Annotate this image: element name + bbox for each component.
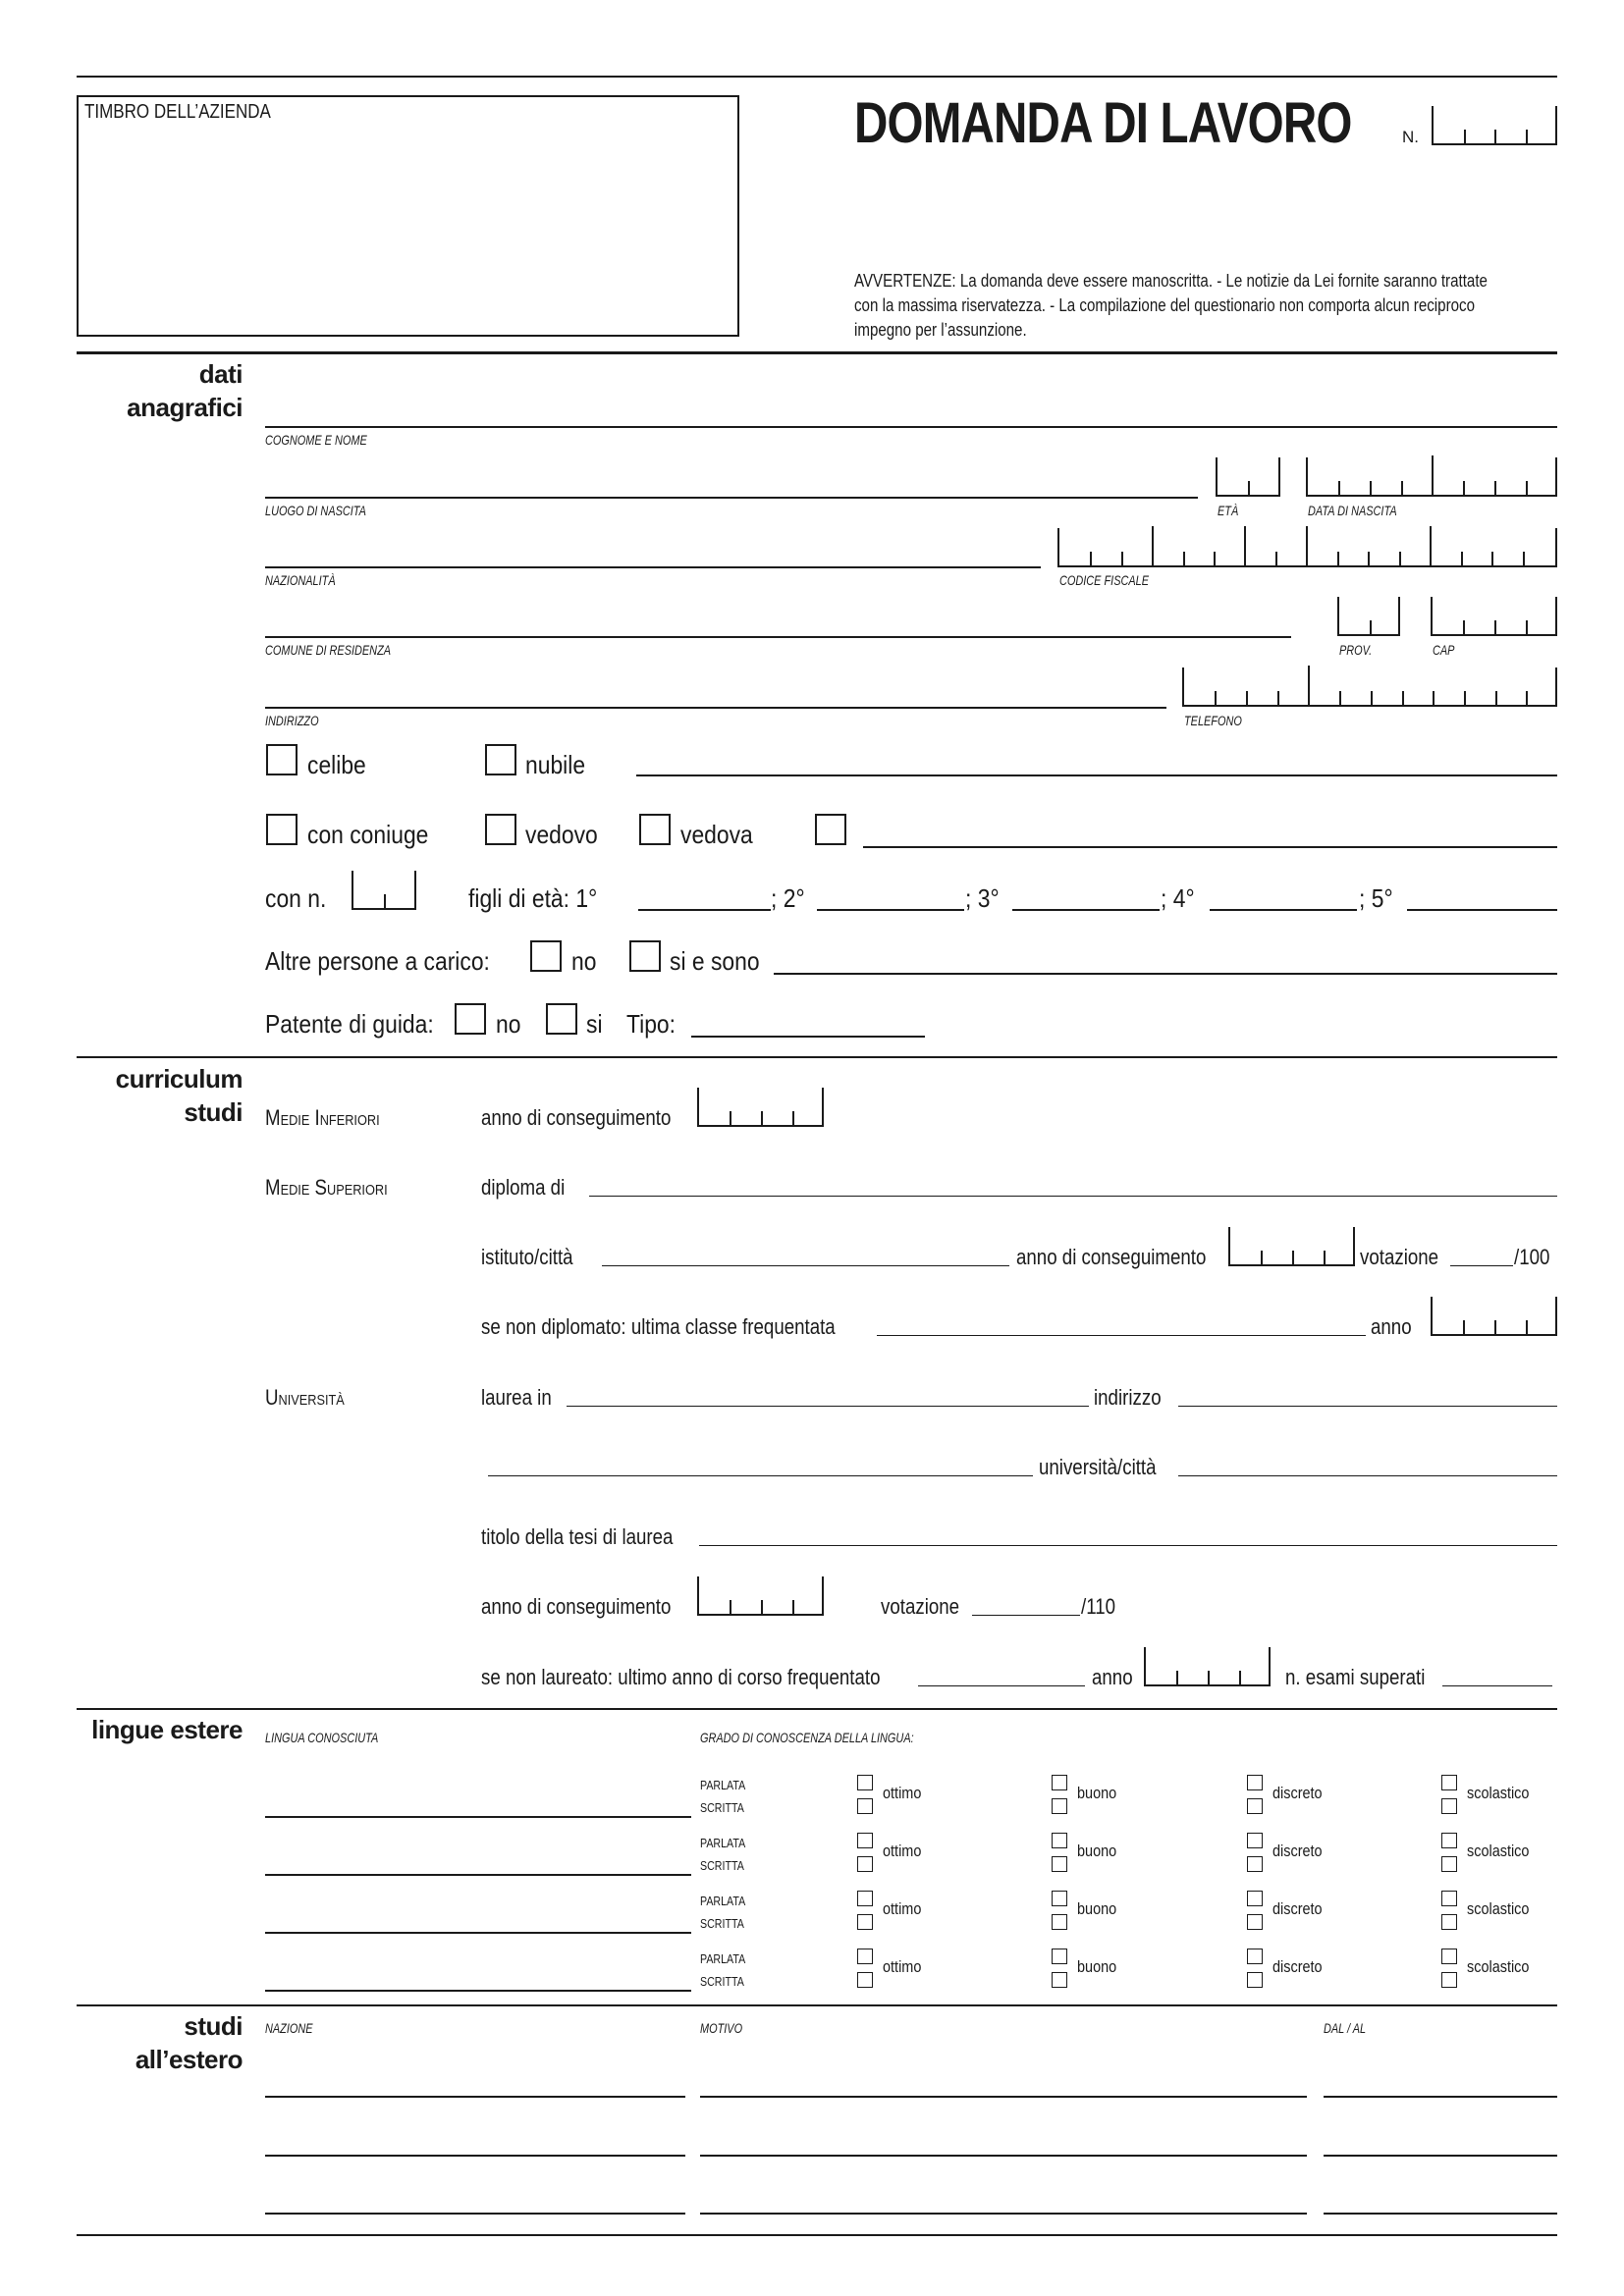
anno-inf-field[interactable] xyxy=(697,1088,824,1127)
top-rule xyxy=(77,76,1557,78)
level-label: discreto xyxy=(1272,1784,1323,1802)
lingua-field[interactable] xyxy=(265,1932,691,1934)
telefono-label: TELEFONO xyxy=(1184,713,1242,728)
con-coniuge-label: con coniuge xyxy=(307,820,429,849)
luogo-nascita-field[interactable] xyxy=(265,497,1198,499)
patente-no-checkbox[interactable] xyxy=(455,1003,486,1035)
prov-label: PROV. xyxy=(1339,642,1373,658)
warning-text xyxy=(854,269,1488,343)
section-line1: curriculum xyxy=(115,1064,243,1094)
altre-persone-no-label: no xyxy=(571,946,597,976)
section-title-anagrafica xyxy=(127,357,243,424)
votazione-sup-label: votazione xyxy=(1360,1245,1439,1269)
votazione-sup-field[interactable] xyxy=(1450,1265,1513,1266)
anno-sup-field[interactable] xyxy=(1228,1227,1355,1266)
section-title-lingue: lingue estere xyxy=(91,1715,243,1744)
scritta-level-checkbox[interactable] xyxy=(857,1914,873,1930)
altre-persone-label: Altre persone a carico: xyxy=(265,946,490,976)
level-label: discreto xyxy=(1272,1957,1323,1976)
warning-line2: con la massima riservatezza. - La compilazione del questionario non comporta alcun reciproco xyxy=(854,295,1475,315)
su-110-label: /110 xyxy=(1081,1594,1116,1619)
parlata-level-checkbox[interactable] xyxy=(1441,1775,1457,1790)
codice-fiscale-label: CODICE FISCALE xyxy=(1059,572,1150,588)
parlata-level-checkbox[interactable] xyxy=(857,1833,873,1848)
esami-superati-label: n. esami superati xyxy=(1285,1665,1426,1689)
motivo-field-2[interactable] xyxy=(700,2155,1307,2157)
section-title-curriculum xyxy=(116,1062,243,1129)
dal-al-field-3[interactable] xyxy=(1324,2213,1557,2215)
scritta-level-checkbox[interactable] xyxy=(1247,1914,1263,1930)
patente-si-label: si xyxy=(586,1009,603,1039)
anno-non-dipl-field[interactable] xyxy=(1431,1297,1557,1336)
scritta-level-checkbox[interactable] xyxy=(1441,1914,1457,1930)
vedova-label: vedova xyxy=(680,820,753,849)
parlata-level-checkbox[interactable] xyxy=(1441,1891,1457,1906)
scritta-label: SCRITTA xyxy=(700,1800,744,1815)
data-nascita-label: DATA DI NASCITA xyxy=(1308,503,1397,518)
istituto-field[interactable] xyxy=(602,1265,1009,1266)
level-label: ottimo xyxy=(883,1899,922,1918)
prov-field[interactable] xyxy=(1337,597,1400,636)
comune-residenza-field[interactable] xyxy=(265,636,1291,638)
ultima-classe-field[interactable] xyxy=(877,1335,1366,1336)
parlata-label: PARLATA xyxy=(700,1894,746,1908)
level-label: buono xyxy=(1077,1899,1117,1918)
figli-eta-label: figli di età: 1° xyxy=(468,883,598,913)
laurea-field[interactable] xyxy=(567,1406,1089,1407)
parlata-level-checkbox[interactable] xyxy=(1441,1949,1457,1964)
level-label: scolastico xyxy=(1467,1784,1530,1802)
non-diplomato-label: se non diplomato: ultima classe frequentata xyxy=(481,1314,836,1339)
scritta-level-checkbox[interactable] xyxy=(857,1972,873,1988)
lingua-conosciuta-label: LINGUA CONOSCIUTA xyxy=(265,1730,379,1745)
lingua-field[interactable] xyxy=(265,1990,691,1992)
level-label: ottimo xyxy=(883,1784,922,1802)
section-line2: all’estero xyxy=(135,2045,243,2074)
figlio-2-eta-field[interactable] xyxy=(817,909,964,911)
company-stamp-box[interactable] xyxy=(77,95,739,337)
level-label: scolastico xyxy=(1467,1842,1530,1860)
section-rule-anagrafica xyxy=(77,351,1557,354)
anno-non-laur-label: anno xyxy=(1092,1665,1133,1689)
laurea-cont-field[interactable] xyxy=(488,1475,1033,1476)
figli-4-label: ; 4° xyxy=(1161,883,1195,913)
section-line2: studi xyxy=(184,1097,243,1127)
parlata-label: PARLATA xyxy=(700,1951,746,1966)
istituto-citta-label: istituto/città xyxy=(481,1245,573,1269)
eta-field[interactable] xyxy=(1216,457,1280,497)
figli-3-label: ; 3° xyxy=(965,883,1000,913)
ultimo-anno-field[interactable] xyxy=(918,1685,1085,1686)
anno-conseguimento-sup-label: anno di conseguimento xyxy=(1016,1245,1207,1269)
cognome-nome-field[interactable] xyxy=(265,426,1557,428)
section-rule-estero xyxy=(77,2004,1557,2006)
figlio-1-eta-field[interactable] xyxy=(638,909,771,911)
indirizzo-laurea-label: indirizzo xyxy=(1094,1385,1162,1410)
scritta-label: SCRITTA xyxy=(700,1916,744,1931)
anno-conseguimento-uni-label: anno di conseguimento xyxy=(481,1594,672,1619)
scritta-level-checkbox[interactable] xyxy=(857,1856,873,1872)
anno-conseguimento-inf-label: anno di conseguimento xyxy=(481,1105,672,1130)
scritta-label: SCRITTA xyxy=(700,1858,744,1873)
figlio-3-eta-field[interactable] xyxy=(1012,909,1160,911)
votazione-uni-field[interactable] xyxy=(972,1615,1080,1616)
lingua-field[interactable] xyxy=(265,1816,691,1818)
indirizzo-label: INDIRIZZO xyxy=(265,713,319,728)
laurea-in-label: laurea in xyxy=(481,1385,552,1410)
nubile-checkbox[interactable] xyxy=(485,744,516,775)
parlata-level-checkbox[interactable] xyxy=(1247,1775,1263,1790)
grado-conoscenza-label: GRADO DI CONOSCENZA DELLA LINGUA: xyxy=(700,1730,914,1745)
con-coniuge-checkbox[interactable] xyxy=(266,814,298,845)
data-nascita-field[interactable] xyxy=(1306,457,1557,497)
diploma-di-label: diploma di xyxy=(481,1175,566,1200)
figlio-4-eta-field[interactable] xyxy=(1210,909,1357,911)
tipo-label: Tipo: xyxy=(626,1009,677,1039)
indirizzo-field[interactable] xyxy=(265,707,1166,709)
parlata-level-checkbox[interactable] xyxy=(857,1775,873,1790)
level-label: scolastico xyxy=(1467,1957,1530,1976)
votazione-uni-label: votazione xyxy=(881,1594,960,1619)
warning-label: AVVERTENZE: xyxy=(854,271,956,291)
nazione-field-3[interactable] xyxy=(265,2213,685,2215)
codice-fiscale-field[interactable] xyxy=(1057,528,1557,567)
comune-residenza-label: COMUNE DI RESIDENZA xyxy=(265,642,392,658)
scritta-level-checkbox[interactable] xyxy=(1441,1856,1457,1872)
altro-checkbox[interactable] xyxy=(815,814,846,845)
nubile-label: nubile xyxy=(525,750,586,779)
level-label: discreto xyxy=(1272,1899,1323,1918)
parlata-level-checkbox[interactable] xyxy=(1247,1833,1263,1848)
figli-2-label: ; 2° xyxy=(771,883,805,913)
parlata-level-checkbox[interactable] xyxy=(1052,1833,1067,1848)
anno-non-dipl-label: anno xyxy=(1371,1314,1412,1339)
vedovo-checkbox[interactable] xyxy=(485,814,516,845)
anno-non-laur-field[interactable] xyxy=(1144,1647,1271,1686)
vedovo-label: vedovo xyxy=(525,820,598,849)
nazione-label: NAZIONE xyxy=(265,2020,313,2036)
section-line1: dati xyxy=(198,359,243,389)
motivo-label: MOTIVO xyxy=(700,2020,743,2036)
patente-no-label: no xyxy=(496,1009,521,1039)
dal-al-label: DAL / AL xyxy=(1324,2020,1367,2036)
patente-si-checkbox[interactable] xyxy=(546,1003,577,1035)
celibe-checkbox[interactable] xyxy=(266,744,298,775)
dal-al-field-2[interactable] xyxy=(1324,2155,1557,2157)
scritta-level-checkbox[interactable] xyxy=(857,1798,873,1814)
patente-label: Patente di guida: xyxy=(265,1009,434,1039)
indirizzo-laurea-field[interactable] xyxy=(1178,1406,1557,1407)
nazione-field-2[interactable] xyxy=(265,2155,685,2157)
number-label: N. xyxy=(1402,128,1419,146)
num-figli-field[interactable] xyxy=(352,871,416,910)
parlata-level-checkbox[interactable] xyxy=(857,1891,873,1906)
celibe-label: celibe xyxy=(307,750,366,779)
esami-superati-field[interactable] xyxy=(1442,1685,1552,1686)
level-label: buono xyxy=(1077,1957,1117,1976)
titolo-tesi-field[interactable] xyxy=(699,1545,1557,1546)
level-label: ottimo xyxy=(883,1957,922,1976)
scritta-level-checkbox[interactable] xyxy=(1052,1972,1067,1988)
section-title-estero xyxy=(135,2009,243,2076)
section-rule-curriculum xyxy=(77,1056,1557,1058)
con-n-label: con n. xyxy=(265,883,327,913)
altre-persone-no-checkbox[interactable] xyxy=(530,940,562,972)
level-label: scolastico xyxy=(1467,1899,1530,1918)
motivo-field-3[interactable] xyxy=(700,2213,1307,2215)
nazionalita-label: NAZIONALITÀ xyxy=(265,572,336,588)
su-100-label: /100 xyxy=(1514,1245,1550,1269)
parlata-level-checkbox[interactable] xyxy=(1052,1949,1067,1964)
altre-persone-si-checkbox[interactable] xyxy=(629,940,661,972)
tipo-patente-field[interactable] xyxy=(691,1036,925,1038)
scritta-level-checkbox[interactable] xyxy=(1441,1972,1457,1988)
warning-line3: impegno per l’assunzione. xyxy=(854,320,1027,340)
parlata-level-checkbox[interactable] xyxy=(857,1949,873,1964)
stamp-label: TIMBRO DELL’AZIENDA xyxy=(84,101,271,123)
warning-line1: La domanda deve essere manoscritta. - Le notizie da Lei fornite saranno trattate xyxy=(959,271,1488,291)
section-line2: anagrafici xyxy=(127,393,243,422)
universita-citta-field[interactable] xyxy=(1178,1475,1557,1476)
figli-5-label: ; 5° xyxy=(1359,883,1393,913)
nazione-field-1[interactable] xyxy=(265,2096,685,2098)
stato-civile-altro2-field[interactable] xyxy=(863,846,1557,848)
titolo-tesi-label: titolo della tesi di laurea xyxy=(481,1524,674,1549)
parlata-label: PARLATA xyxy=(700,1836,746,1850)
scritta-level-checkbox[interactable] xyxy=(1247,1798,1263,1814)
motivo-field-1[interactable] xyxy=(700,2096,1307,2098)
parlata-level-checkbox[interactable] xyxy=(1052,1891,1067,1906)
telefono-field[interactable] xyxy=(1182,667,1557,707)
universita-citta-label: università/città xyxy=(1039,1455,1157,1479)
number-field[interactable] xyxy=(1432,106,1557,145)
altre-persone-field[interactable] xyxy=(774,973,1557,975)
page-title: DOMANDA DI LAVORO xyxy=(854,91,1352,155)
lingua-field[interactable] xyxy=(265,1874,691,1876)
figlio-5-eta-field[interactable] xyxy=(1407,909,1557,911)
stato-civile-altro-field[interactable] xyxy=(636,774,1557,776)
luogo-nascita-label: LUOGO DI NASCITA xyxy=(265,503,366,518)
parlata-level-checkbox[interactable] xyxy=(1052,1775,1067,1790)
cap-label: CAP xyxy=(1433,642,1455,658)
parlata-label: PARLATA xyxy=(700,1778,746,1792)
section-line1: studi xyxy=(184,2011,243,2041)
nazionalita-field[interactable] xyxy=(265,566,1041,568)
anno-uni-field[interactable] xyxy=(697,1576,824,1616)
scritta-level-checkbox[interactable] xyxy=(1052,1856,1067,1872)
level-label: buono xyxy=(1077,1784,1117,1802)
medie-superiori-label: Medie Superiori xyxy=(265,1175,388,1200)
parlata-level-checkbox[interactable] xyxy=(1247,1949,1263,1964)
dal-al-field-1[interactable] xyxy=(1324,2096,1557,2098)
cognome-nome-label: COGNOME E NOME xyxy=(265,432,367,448)
vedova-checkbox[interactable] xyxy=(639,814,671,845)
level-label: discreto xyxy=(1272,1842,1323,1860)
eta-label: ETÀ xyxy=(1218,503,1239,518)
section-rule-lingue xyxy=(77,1708,1557,1710)
parlata-level-checkbox[interactable] xyxy=(1441,1833,1457,1848)
scritta-level-checkbox[interactable] xyxy=(1052,1798,1067,1814)
scritta-level-checkbox[interactable] xyxy=(1441,1798,1457,1814)
bottom-rule xyxy=(77,2234,1557,2236)
universita-label: Università xyxy=(265,1385,345,1410)
scritta-level-checkbox[interactable] xyxy=(1247,1856,1263,1872)
scritta-level-checkbox[interactable] xyxy=(1247,1972,1263,1988)
medie-inferiori-label: Medie Inferiori xyxy=(265,1105,380,1130)
level-label: ottimo xyxy=(883,1842,922,1860)
parlata-level-checkbox[interactable] xyxy=(1247,1891,1263,1906)
non-laureato-label: se non laureato: ultimo anno di corso frequentato xyxy=(481,1665,881,1689)
scritta-label: SCRITTA xyxy=(700,1974,744,1989)
scritta-level-checkbox[interactable] xyxy=(1052,1914,1067,1930)
si-e-sono-label: si e sono xyxy=(670,946,760,976)
cap-field[interactable] xyxy=(1431,597,1557,636)
level-label: buono xyxy=(1077,1842,1117,1860)
diploma-field[interactable] xyxy=(589,1196,1557,1197)
